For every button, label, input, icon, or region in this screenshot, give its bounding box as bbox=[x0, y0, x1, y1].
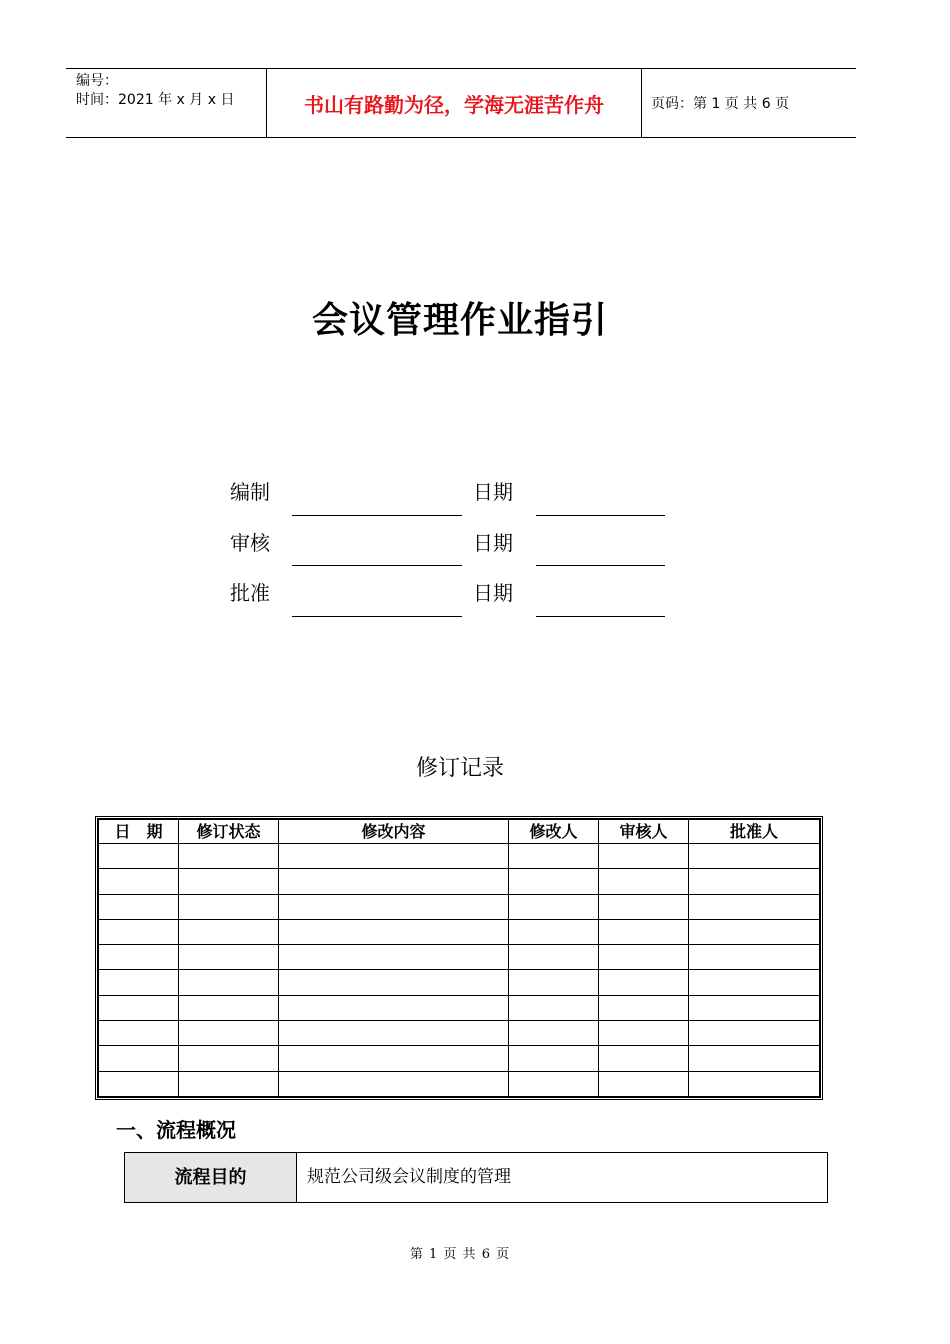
table-cell bbox=[279, 844, 509, 869]
table-cell bbox=[689, 1071, 820, 1096]
table-cell bbox=[99, 894, 179, 919]
process-purpose-box bbox=[124, 1152, 828, 1203]
table-cell bbox=[179, 995, 279, 1020]
table-cell bbox=[99, 970, 179, 995]
header-motto-cell bbox=[266, 69, 642, 137]
page-header bbox=[66, 68, 856, 138]
table-cell bbox=[599, 869, 689, 894]
table-cell bbox=[599, 1021, 689, 1046]
signoff-date-line-reviewed bbox=[536, 565, 665, 566]
table-cell bbox=[599, 945, 689, 970]
column-header-modifier: 修改人 bbox=[509, 820, 599, 844]
table-cell bbox=[509, 869, 599, 894]
table-cell bbox=[509, 844, 599, 869]
table-cell bbox=[599, 844, 689, 869]
table-cell bbox=[689, 894, 820, 919]
table-row bbox=[99, 894, 820, 919]
table-cell bbox=[179, 1021, 279, 1046]
table-cell bbox=[99, 844, 179, 869]
header-page-info: 页码：第 1 页 共 6 页 bbox=[651, 96, 790, 112]
table-row bbox=[99, 995, 820, 1020]
table-cell bbox=[279, 945, 509, 970]
table-cell bbox=[179, 945, 279, 970]
table-cell bbox=[509, 894, 599, 919]
table-cell bbox=[509, 1021, 599, 1046]
table-cell bbox=[279, 1021, 509, 1046]
table-cell bbox=[509, 1071, 599, 1096]
signoff-label-approved: 批准 bbox=[230, 581, 270, 605]
revision-table-header-row bbox=[99, 820, 820, 844]
table-cell bbox=[179, 970, 279, 995]
table-cell bbox=[99, 945, 179, 970]
table-cell bbox=[509, 1046, 599, 1071]
table-cell bbox=[279, 1071, 509, 1096]
header-meta-cell bbox=[66, 69, 266, 137]
process-purpose-value: 规范公司级会议制度的管理 bbox=[307, 1167, 511, 1187]
process-purpose-label: 流程目的 bbox=[125, 1153, 297, 1202]
table-cell bbox=[509, 995, 599, 1020]
table-cell bbox=[689, 919, 820, 944]
signoff-line-prepared bbox=[292, 515, 462, 516]
signoff-label-prepared: 编制 bbox=[230, 480, 270, 504]
table-row bbox=[99, 919, 820, 944]
table-cell bbox=[599, 894, 689, 919]
table-cell bbox=[599, 970, 689, 995]
column-header-reviewer: 审核人 bbox=[599, 820, 689, 844]
signoff-date-label-prepared: 日期 bbox=[473, 480, 513, 504]
document-title: 会议管理作业指引 bbox=[311, 300, 608, 341]
revision-table bbox=[95, 816, 823, 1100]
table-cell bbox=[179, 869, 279, 894]
signoff-label-reviewed: 审核 bbox=[230, 531, 270, 555]
table-cell bbox=[689, 844, 820, 869]
table-row bbox=[99, 1021, 820, 1046]
table-cell bbox=[689, 869, 820, 894]
table-cell bbox=[279, 995, 509, 1020]
section-heading-process-overview: 一、流程概况 bbox=[116, 1118, 236, 1142]
table-row bbox=[99, 1071, 820, 1096]
table-cell bbox=[179, 919, 279, 944]
table-cell bbox=[99, 1046, 179, 1071]
table-cell bbox=[279, 919, 509, 944]
column-header-revision-content: 修改内容 bbox=[279, 820, 509, 844]
table-cell bbox=[99, 919, 179, 944]
table-cell bbox=[99, 869, 179, 894]
table-cell bbox=[99, 1021, 179, 1046]
table-cell bbox=[179, 894, 279, 919]
table-cell bbox=[179, 1071, 279, 1096]
table-row bbox=[99, 1046, 820, 1071]
revision-record-title: 修订记录 bbox=[415, 756, 504, 781]
table-cell bbox=[279, 869, 509, 894]
document-number-label: 编号： bbox=[76, 73, 118, 89]
table-cell bbox=[689, 1021, 820, 1046]
header-page-cell bbox=[641, 69, 856, 137]
signoff-line-approved bbox=[292, 616, 462, 617]
header-motto: 书山有路勤为径，学海无涯苦作舟 bbox=[304, 93, 604, 117]
table-cell bbox=[179, 1046, 279, 1071]
table-cell bbox=[179, 844, 279, 869]
table-cell bbox=[689, 945, 820, 970]
table-cell bbox=[509, 970, 599, 995]
table-cell bbox=[689, 995, 820, 1020]
table-row bbox=[99, 869, 820, 894]
table-cell bbox=[509, 945, 599, 970]
column-header-revision-status: 修订状态 bbox=[179, 820, 279, 844]
document-time-label: 时间：2021 年 x 月 x 日 bbox=[76, 92, 235, 108]
table-cell bbox=[509, 919, 599, 944]
table-row bbox=[99, 945, 820, 970]
signoff-line-reviewed bbox=[292, 565, 462, 566]
table-cell bbox=[99, 995, 179, 1020]
table-cell bbox=[99, 1071, 179, 1096]
column-header-approver: 批准人 bbox=[689, 820, 820, 844]
table-cell bbox=[279, 1046, 509, 1071]
table-cell bbox=[599, 995, 689, 1020]
table-row bbox=[99, 970, 820, 995]
signoff-date-line-prepared bbox=[536, 515, 665, 516]
table-cell bbox=[599, 919, 689, 944]
revision-table-body bbox=[99, 844, 820, 1097]
table-cell bbox=[689, 1046, 820, 1071]
signoff-date-label-reviewed: 日期 bbox=[473, 531, 513, 555]
page-footer: 第 1 页 共 6 页 bbox=[409, 1247, 511, 1262]
column-header-date: 日 期 bbox=[99, 820, 179, 844]
table-row bbox=[99, 844, 820, 869]
table-cell bbox=[279, 894, 509, 919]
table-cell bbox=[599, 1071, 689, 1096]
table-cell bbox=[599, 1046, 689, 1071]
table-cell bbox=[279, 970, 509, 995]
table-cell bbox=[689, 970, 820, 995]
signoff-date-label-approved: 日期 bbox=[473, 581, 513, 605]
signoff-date-line-approved bbox=[536, 616, 665, 617]
